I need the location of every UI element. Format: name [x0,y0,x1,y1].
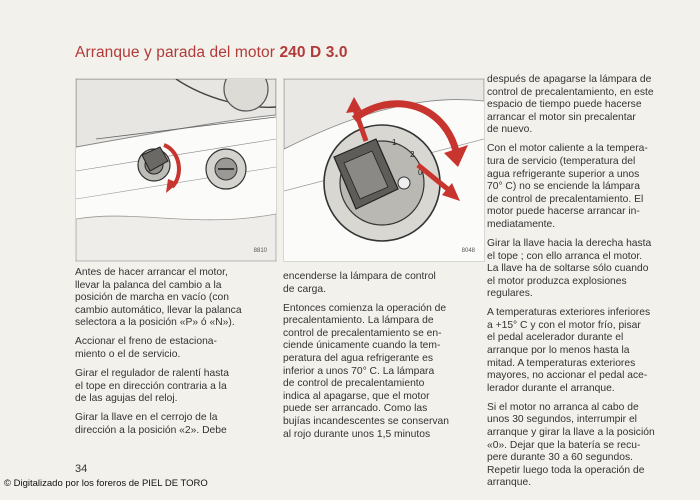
paragraph: Accionar el freno de estaciona- miento o el de servicio. [75,336,217,360]
svg-text:1: 1 [392,138,397,147]
paragraph: Con el motor caliente a la tempera- tura de servicio (temperatura del agua refrigerante superior a unos 70° C) no se enciende la lámpara de control de precalentamiento. El motor puede hacerse arrancar in- mediatamente. [487,143,648,230]
paragraph: encenderse la lámpara de control de carga. [283,271,436,295]
paragraph: Girar la llave en el cerrojo de la dirección a la posición «2». Debe [75,412,227,436]
paragraph: Girar el regulador de ralentí hasta el tope en dirección contraria a la de las agujas del reloj. [75,367,229,405]
paragraph: Si el motor no arranca al cabo de unos 30 segundos, interrumpir el arranque y girar la llave a la posición «0». Dejar que la batería se recu- pere durante 30 a 60 segundos. Repetir luego toda la operación de arranque. [487,401,655,489]
svg-text:0: 0 [418,168,423,177]
title-text: Arranque y parada del motor [75,44,276,62]
figure-id: 8048 [461,248,475,254]
figure-id: 8810 [253,248,267,254]
text-column-left [75,267,275,444]
text-column-right [487,74,697,496]
dashboard-illustration [76,79,276,261]
paragraph: Entonces comienza la operación de precalentamiento. La lámpara de control de precalentamiento se en- ciende únicamente cuando la tem- peratura del agua refrigerante es inferior a unos 70° C. La lámpara de control de precalentamiento indica al apagarse, que el motor puede ser arrancado. Como las bujías incandescentes se conservan al rojo durante unos 1,5 minutos [283,302,449,440]
key-detail-illustration [284,79,484,261]
paragraph: Girar la llave hacia la derecha hasta el tope ; con ello arranca el motor. La llave ha de soltarse sólo cuando el motor produzca explosiones regulares. [487,237,652,300]
page-title [75,44,348,62]
paragraph: Antes de hacer arrancar el motor, llevar la palanca del cambio a la posición de marcha en vacío (con cambio automático, llevar la palanca selectora a la posición «P» ó «N»). [75,267,242,329]
paragraph: A temperaturas exteriores inferiores a +15° C y con el motor frío, pisar el pedal acelerador durante el arranque por lo menos hasta la mitad. A temperaturas exteriores mayores, no accionar el pedal ace- lerador durante el arranque. [487,307,651,394]
text-column-middle [283,271,478,448]
page-number: 34 [75,463,88,475]
footer-credit: © Digitalizado por los foreros de PIEL DE TORO [4,478,208,489]
paragraph: después de apagarse la lámpara de control de precalentamiento, en este espacio de tiempo puede hacerse arrancar el motor sin precalentar de nuevo. [487,74,654,136]
svg-text:2: 2 [410,150,415,159]
title-model: 240 D 3.0 [279,44,348,62]
figure-key-detail [283,78,485,262]
figure-dashboard-ignition [75,78,277,262]
